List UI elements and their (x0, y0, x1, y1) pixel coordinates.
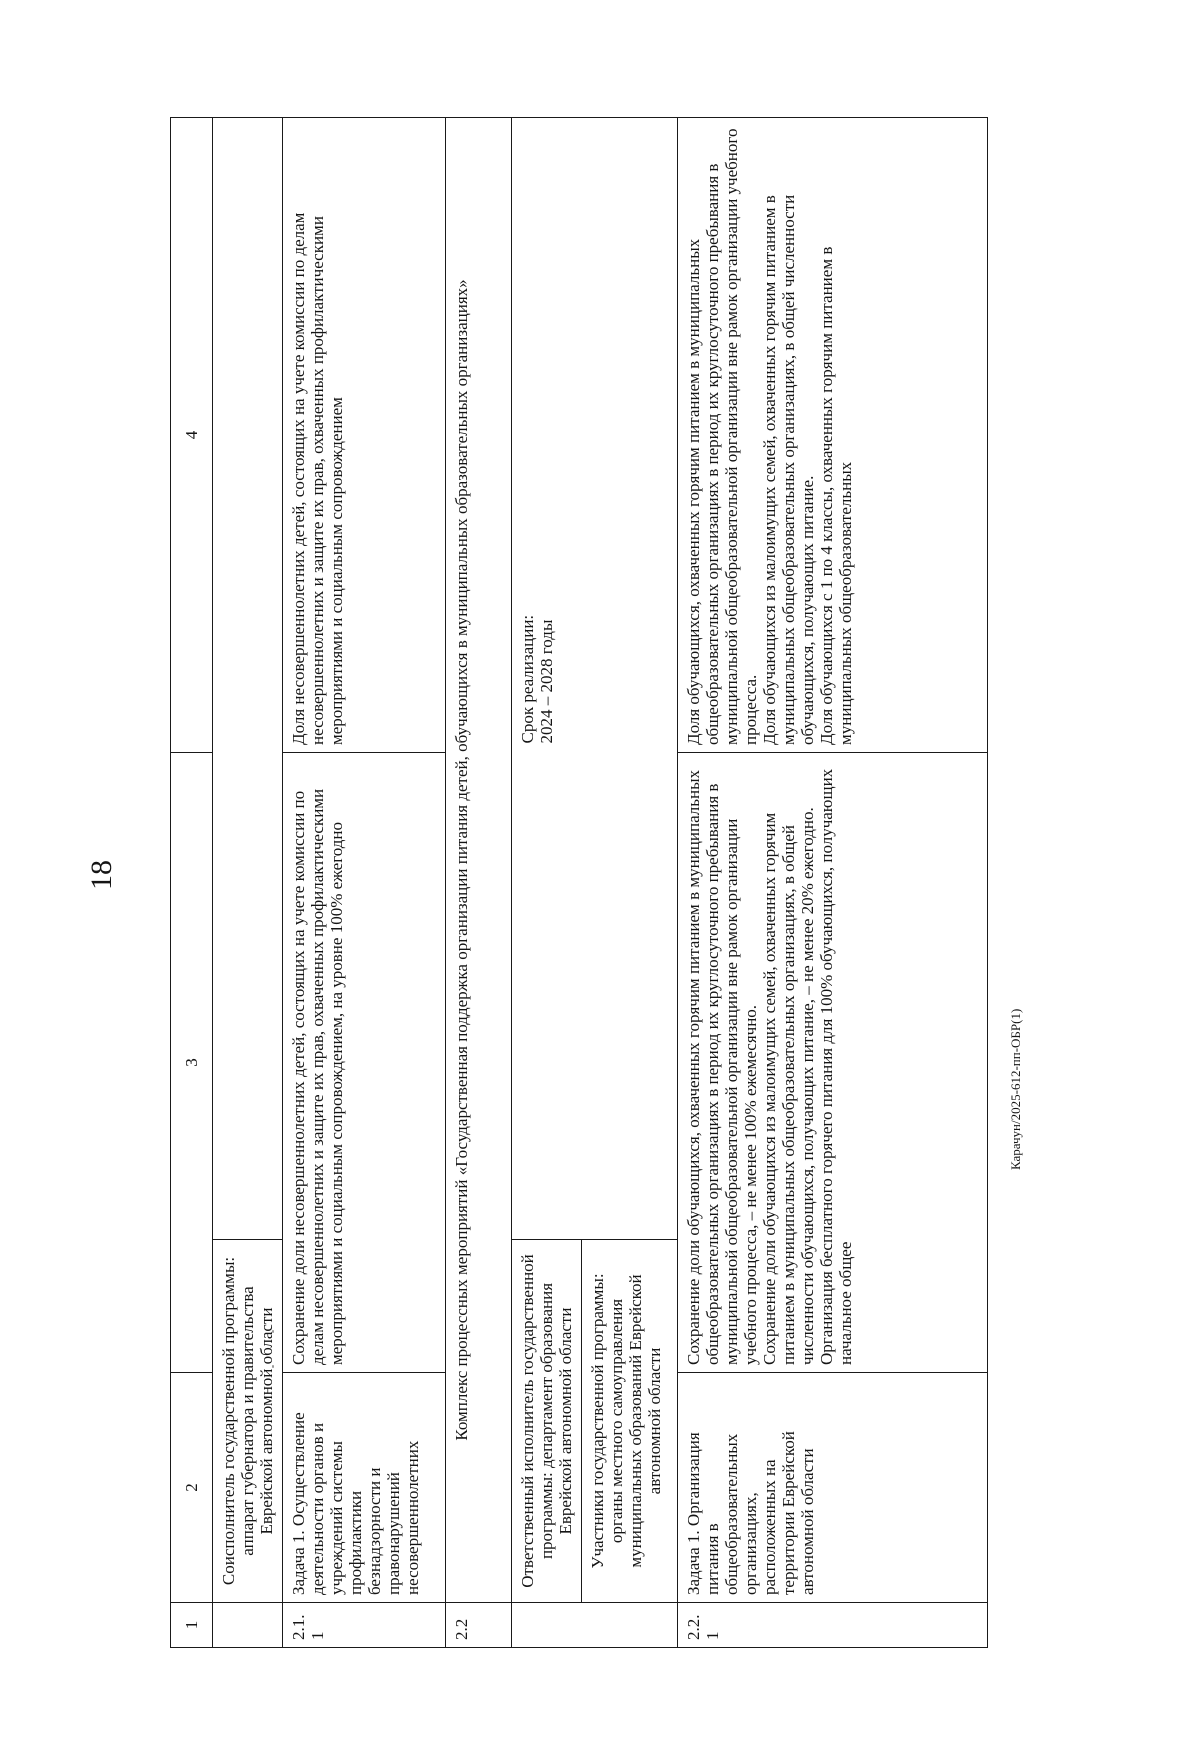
coexecutor-empty-cell (213, 118, 283, 1240)
row-number: 2.2.1 (678, 1603, 988, 1648)
header-col-2: 2 (171, 1373, 213, 1603)
indicator-line: Доля обучающихся, охваченных горячим питанием в муниципальных общеобразовательных организациях в период их круглосуточного пребывания в муниципальной общеобразовательной организации вне рамок организации учебного процесса. (684, 128, 761, 745)
task-cell: Задача 1. Осуществление деятельности органов и учреждений системы профилактики безнадзорности и правонарушений несовершеннолетних (283, 1373, 446, 1603)
row-number: 2.1.1 (283, 1603, 446, 1648)
page-number: 18 (85, 860, 118, 890)
table-row-2-2-1 (678, 118, 988, 1648)
header-row (171, 118, 213, 1648)
indicator-line: Доля обучающихся с 1 по 4 классы, охваченных горячим питанием в муниципальных общеобразовательных (817, 246, 856, 745)
coexecutor-number-cell (213, 1603, 283, 1648)
result-line: Сохранение доли обучающихся из малоимущих семей, охваченных горячим питанием в муниципальных общеобразовательных организациях, в общей численности обучающихся, получающих питание, – не менее 20% ежегодно. (760, 807, 818, 1365)
header-col-4: 4 (171, 118, 213, 753)
program-table (170, 117, 988, 1648)
result-cell: Сохранение доли несовершеннолетних детей, состоящих на учете комиссии по делам несовершеннолетних и защите их прав, охваченных профилактическими мероприятиями и социальным сопровождением, на уровне 100% ежегодно (283, 753, 446, 1373)
coexecutor-row (213, 118, 283, 1648)
table-row-2-1-1 (283, 118, 446, 1648)
task-cell: Задача 1. Организация питания в общеобразовательных организациях, расположенных на территории Еврейской автономной области (678, 1373, 988, 1603)
participants-cell: Участники государственной программы: органы местного самоуправления муниципальных образований Еврейской автономной области (582, 1240, 678, 1603)
responsible-executor-cell: Ответственный исполнитель государственной программы: департамент образования Еврейской автономной области (512, 1240, 582, 1603)
result-line: Сохранение доли обучающихся, охваченных горячим питанием в муниципальных общеобразовательных организациях в период их круглосуточного пребывания в муниципальной общеобразовательной организации вне рамок организации учебного процесса, – не менее 100% ежемесячно. (684, 769, 761, 1365)
section-title-cell: Комплекс процессных мероприятий «Государственная поддержка организации питания детей, обучающихся в муниципальных образовательных организациях» (446, 118, 512, 1603)
header-col-3: 3 (171, 753, 213, 1373)
footer-document-code: Карачун/2025-612-пп-ОБР(1) (1008, 1008, 1023, 1170)
header-col-1: 1 (171, 1603, 213, 1648)
result-cell (678, 753, 988, 1373)
responsible-number-cell (512, 1603, 678, 1648)
row-number: 2.2 (446, 1603, 512, 1648)
implementation-term-cell (512, 118, 678, 1240)
implementation-term-text: Срок реализации: 2024 – 2028 годы (518, 614, 557, 744)
result-line: Организация бесплатного горячего питания для 100% обучающихся, получающих начальное общее (817, 768, 856, 1365)
table-row-2-2 (446, 118, 512, 1648)
indicator-cell: Доля несовершеннолетних детей, состоящих на учете комиссии по делам несовершеннолетних и защите их прав, охваченных профилактическими мероприятиями и социальным сопровождением (283, 118, 446, 753)
indicator-cell (678, 118, 988, 753)
indicator-line: Доля обучающихся из малоимущих семей, охваченных горячим питанием в муниципальных общеобразовательных организациях, в общей численности обучающихся, получающих питание. (760, 194, 818, 745)
table-frame (170, 118, 985, 1648)
coexecutor-cell: Соисполнитель государственной программы: аппарат губернатора и правительства Еврейской автономной области (213, 1240, 283, 1603)
responsible-row (512, 118, 582, 1648)
